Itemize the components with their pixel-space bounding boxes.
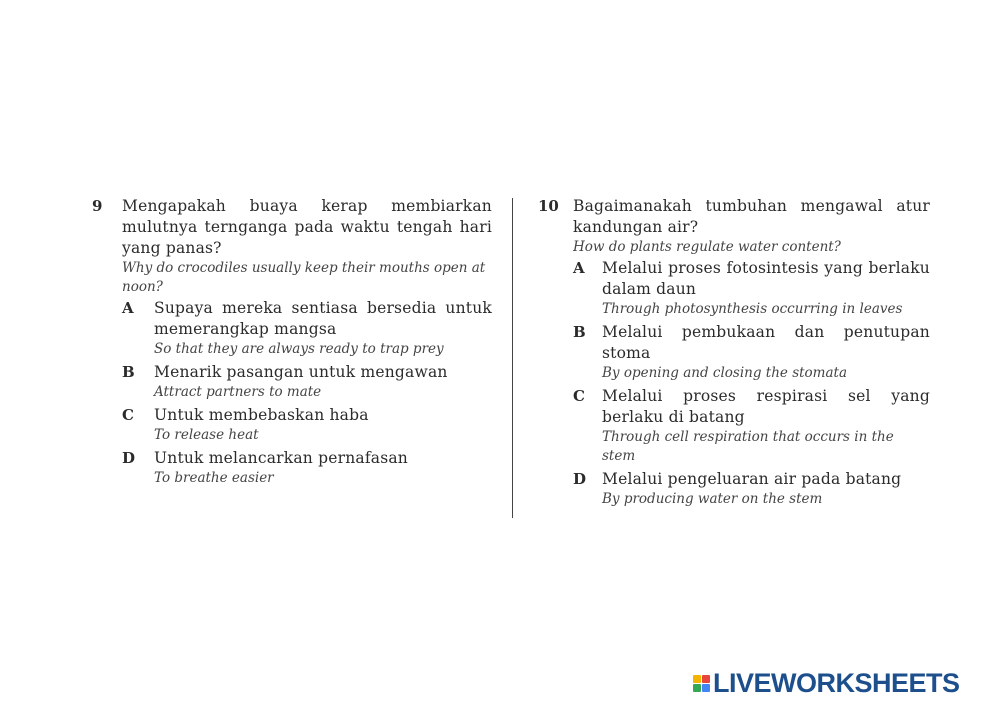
option-text-malay: Untuk melancarkan pernafasan: [154, 449, 408, 467]
question-number: 10: [538, 197, 559, 215]
option-letter: B: [573, 323, 586, 341]
option-letter: D: [573, 470, 587, 488]
question-stem-english: How do plants regulate water content?: [573, 239, 841, 255]
logo-mark-tile: [693, 684, 701, 692]
question-10-header: [538, 196, 930, 512]
question-9-header: [92, 196, 492, 491]
option-letter: D: [122, 449, 136, 467]
liveworksheets-logo: [693, 668, 960, 698]
option-list: [122, 298, 492, 488]
column-divider: [512, 198, 513, 518]
option-text-english: To breathe easier: [154, 470, 274, 486]
option-c: [122, 405, 492, 445]
question-number: 9: [92, 197, 103, 215]
option-text-english: To release heat: [154, 427, 259, 443]
option-b: [573, 322, 930, 383]
option-text-malay: Untuk membebaskan haba: [154, 406, 369, 424]
option-c: [573, 386, 930, 466]
logo-mark-tile: [693, 675, 701, 683]
option-letter: C: [122, 406, 134, 424]
logo-mark-icon: [693, 675, 710, 692]
question-stem-english: Why do crocodiles usually keep their mouths open at noon?: [122, 260, 486, 295]
option-text-malay: Melalui proses respirasi sel yang berlaku di batang: [602, 387, 930, 426]
option-list: [573, 258, 930, 509]
option-a: [573, 258, 930, 319]
question-9: [92, 196, 492, 491]
option-text-english: Attract partners to mate: [154, 384, 322, 400]
question-stem-malay: Bagaimanakah tumbuhan mengawal atur kandungan air?: [573, 197, 930, 236]
question-body: [122, 196, 492, 491]
question-body: [573, 196, 930, 512]
logo-mark-tile: [702, 684, 710, 692]
option-text-english: By opening and closing the stomata: [602, 365, 847, 381]
option-text-malay: Melalui pembukaan dan penutupan stoma: [602, 323, 930, 362]
logo-mark-tile: [702, 675, 710, 683]
option-text-malay: Melalui pengeluaran air pada batang: [602, 470, 902, 488]
option-text-malay: Supaya mereka sentiasa bersedia untuk memerangkap mangsa: [154, 299, 492, 338]
option-text-malay: Melalui proses fotosintesis yang berlaku dalam daun: [602, 259, 930, 298]
option-a: [122, 298, 492, 359]
question-stem-malay: Mengapakah buaya kerap membiarkan mulutnya ternganga pada waktu tengah hari yang panas?: [122, 197, 492, 257]
option-letter: B: [122, 363, 135, 381]
option-letter: C: [573, 387, 585, 405]
option-text-english: By producing water on the stem: [602, 491, 823, 507]
option-d: [122, 448, 492, 488]
option-text-english: So that they are always ready to trap prey: [154, 341, 444, 357]
option-text-english: Through photosynthesis occurring in leaves: [602, 301, 903, 317]
logo-text: LIVEWORKSHEETS: [713, 668, 960, 698]
option-d: [573, 469, 930, 509]
option-b: [122, 362, 492, 402]
option-letter: A: [122, 299, 134, 317]
option-text-malay: Menarik pasangan untuk mengawan: [154, 363, 448, 381]
option-text-english: Through cell respiration that occurs in the stem: [602, 429, 894, 464]
option-letter: A: [573, 259, 585, 277]
question-10: [538, 196, 930, 512]
